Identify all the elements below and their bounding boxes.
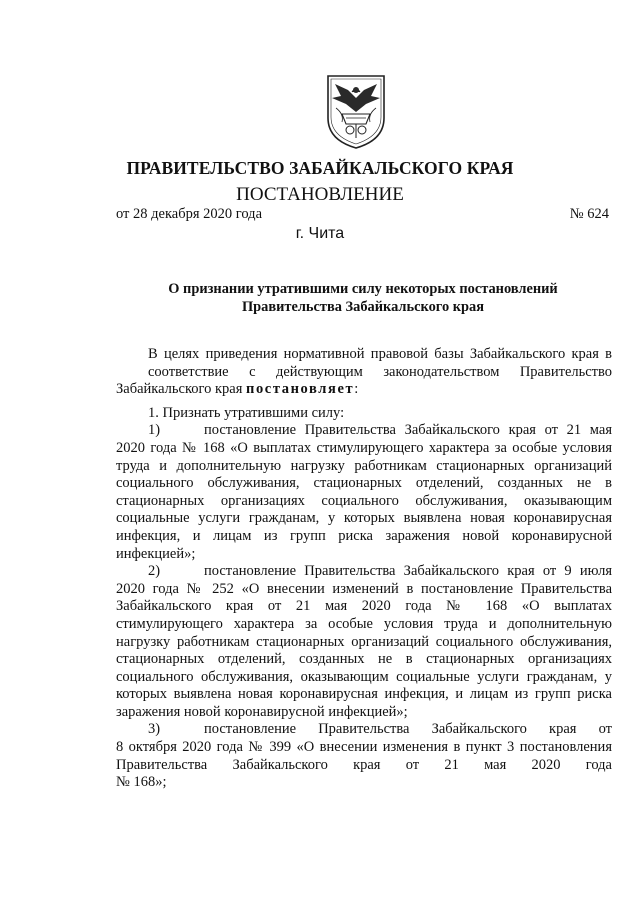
decree-city: г. Чита	[295, 225, 345, 242]
text-line: Правительства Забайкальского края от 21 мая 2020 года	[116, 756, 612, 773]
decree-number: № 624	[569, 206, 609, 222]
text-line: 8 октября 2020 года № 399 «О внесении изменения в пункт 3 постановления	[116, 739, 612, 756]
text-line: постановление Правительства Забайкальского края от 21 мая	[204, 422, 612, 439]
item-number: 2)	[148, 563, 161, 580]
decree-heading	[116, 280, 610, 316]
text-line: которых выявлена новая коронавирусная инфекция, и лицам из групп риска	[116, 686, 612, 703]
item-number: 3)	[148, 721, 161, 738]
text-line: социального обслуживания, стационарных отделений, созданных не в	[116, 475, 612, 492]
clause-label: 1. Признать утратившими силу:	[148, 404, 345, 421]
document-type: ПОСТАНОВЛЕНИЕ	[236, 184, 404, 205]
text-line: Забайкальского края от 21 мая 2020 года № 168 «О выплатах	[116, 598, 612, 615]
government-name: ПРАВИТЕЛЬСТВО ЗАБАЙКАЛЬСКОГО КРАЯ	[126, 158, 514, 178]
text-line	[116, 563, 612, 581]
text-line: 2020 года № 252 «О внесении изменений в постановление Правительства	[116, 580, 612, 597]
decree-body	[116, 346, 612, 792]
intro-paragraph	[116, 346, 612, 399]
item-number: 1)	[148, 422, 161, 439]
text-line	[116, 422, 612, 440]
list-item	[116, 721, 612, 791]
text-line: постановление Правительства Забайкальского края от	[204, 721, 612, 738]
text-line: стимулирующего характера за особые условия труда и дополнительную	[116, 615, 612, 632]
text-line: постановление Правительства Забайкальского края от 9 июля	[204, 563, 612, 580]
coat-of-arms-icon	[322, 70, 390, 150]
text-line: стационарных отделений, созданных не в стационарных организациях	[116, 651, 612, 668]
text-line	[116, 721, 612, 739]
intro-text: Забайкальского края	[116, 381, 243, 398]
operative-word: постановляет	[246, 381, 355, 398]
list-item	[116, 563, 612, 721]
text-line: социального обслуживания, оказывающим социальные услуги гражданам, у	[116, 668, 612, 685]
text-line: инфекция, и лицам из групп риска заражения новой коронавирусной	[116, 527, 612, 544]
text-line	[116, 381, 612, 399]
text-line: социальные услуги гражданам, у которых выявлена новая коронавирусная	[116, 510, 612, 527]
text-line: 2020 года № 168 «О выплатах стимулирующего характера за особые условия	[116, 439, 612, 456]
text-line: инфекцией»;	[116, 545, 196, 562]
text-line: труда и дополнительную нагрузку работникам стационарных организаций	[116, 457, 612, 474]
list-item	[116, 422, 612, 563]
text-line: заражения новой коронавирусной инфекцией»;	[116, 703, 408, 720]
text-line: нагрузку работникам стационарных организаций социального обслуживания,	[116, 633, 612, 650]
intro-colon: :	[354, 381, 359, 398]
text-line: В целях приведения нормативной правовой базы Забайкальского края в	[148, 346, 612, 362]
text-line: соответствие с действующим законодательством Правительство	[148, 363, 612, 380]
heading-line: О признании утратившими силу некоторых постановлений	[168, 281, 558, 297]
heading-line: Правительства Забайкальского края	[241, 299, 485, 315]
text-line: стационарных организациях социального обслуживания, оказывающим	[116, 492, 612, 509]
text-line: № 168»;	[116, 774, 167, 791]
decree-date: от 28 декабря 2020 года	[116, 206, 262, 222]
